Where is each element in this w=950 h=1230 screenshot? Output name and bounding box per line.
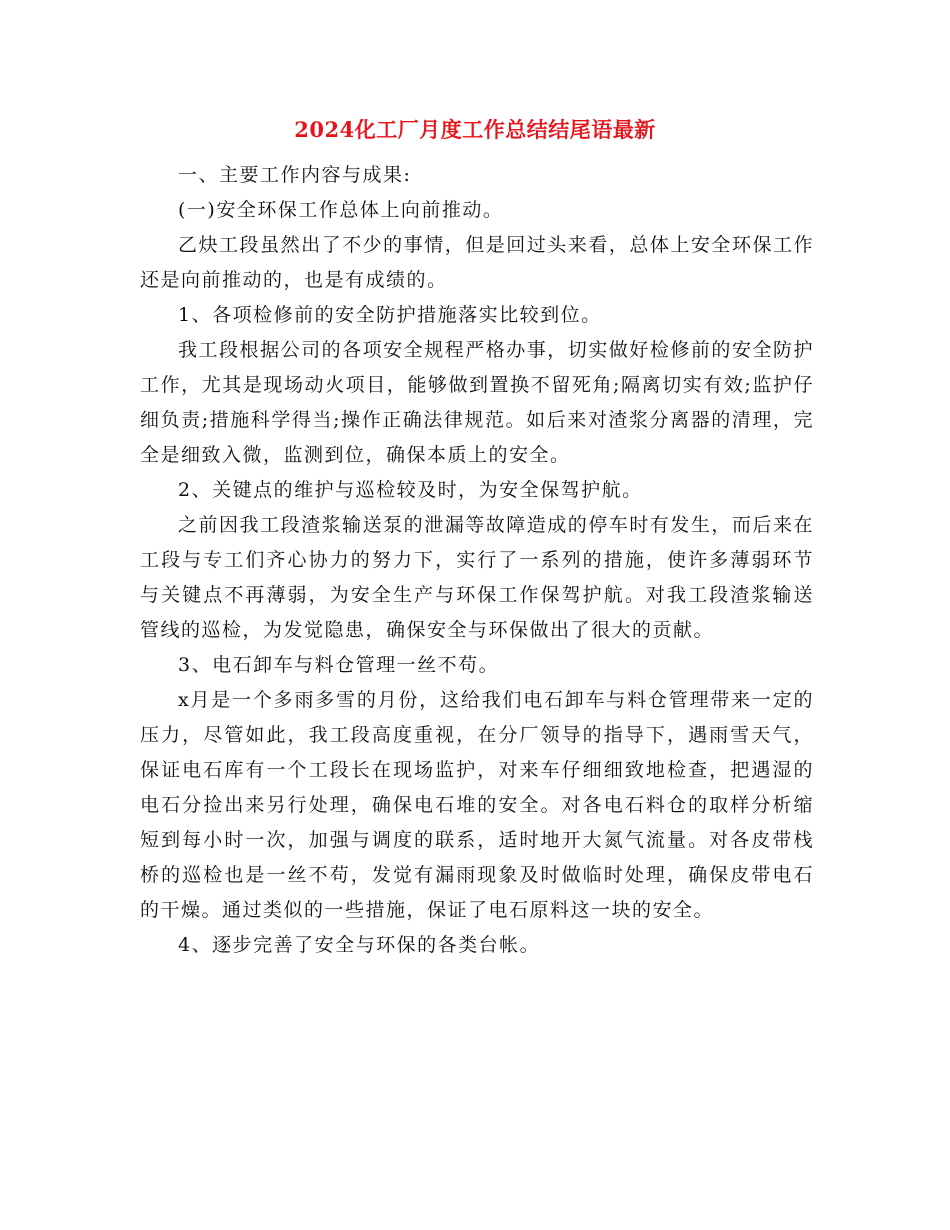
numbered-item-heading: 3、电石卸车与料仓管理一丝不苟。 [178,654,500,676]
body-paragraph: x月是一个多雨多雪的月份，这给我们电石卸车与料仓管理带来一定的压力，尽管如此，我工段高度重视，在分厂领导的指导下，遇雨雪天气，保证电石库有一个工段长在现场监护，对来车仔细细致地检查，把遇湿的电石分捡出来另行处理，确保电石堆的安全。对各电石料仓的取样分析缩短到每小时一次，加强与调度的联系，适时地开大氮气流量。对各皮带栈桥的巡检也是一丝不苟，发觉有漏雨现象及时做临时处理，确保皮带电石的干燥。通过类似的一些措施，保证了电石原料这一块的安全。 [140,689,814,921]
subsection-heading: (一)安全环保工作总体上向前推动。 [178,199,504,221]
numbered-item-heading: 1、各项检修前的安全防护措施落实比较到位。 [178,304,602,326]
numbered-item-heading: 2、关键点的维护与巡检较及时，为安全保驾护航。 [178,479,643,501]
body-paragraph: 乙炔工段虽然出了不少的事情，但是回过头来看，总体上安全环保工作还是向前推动的，也是有成绩的。 [140,234,814,291]
body-paragraph: 我工段根据公司的各项安全规程严格办事，切实做好检修前的安全防护工作，尤其是现场动火项目，能够做到置换不留死角;隔离切实有效;监护仔细负责;措施科学得当;操作正确法律规范。如后来对渣浆分离器的清理，完全是细致入微，监测到位，确保本质上的安全。 [140,339,814,466]
document-title: 2024化工厂月度工作总结结尾语最新 [294,117,656,142]
document-body [140,158,814,963]
section-heading: 一、主要工作内容与成果: [178,164,412,186]
numbered-item-heading: 4、逐步完善了安全与环保的各类台帐。 [178,934,541,956]
body-paragraph: 之前因我工段渣浆输送泵的泄漏等故障造成的停车时有发生，而后来在工段与专工们齐心协力的努力下，实行了一系列的措施，使许多薄弱环节与关键点不再薄弱，为安全生产与环保工作保驾护航。对我工段渣浆输送管线的巡检，为发觉隐患，确保安全与环保做出了很大的贡献。 [140,514,814,641]
